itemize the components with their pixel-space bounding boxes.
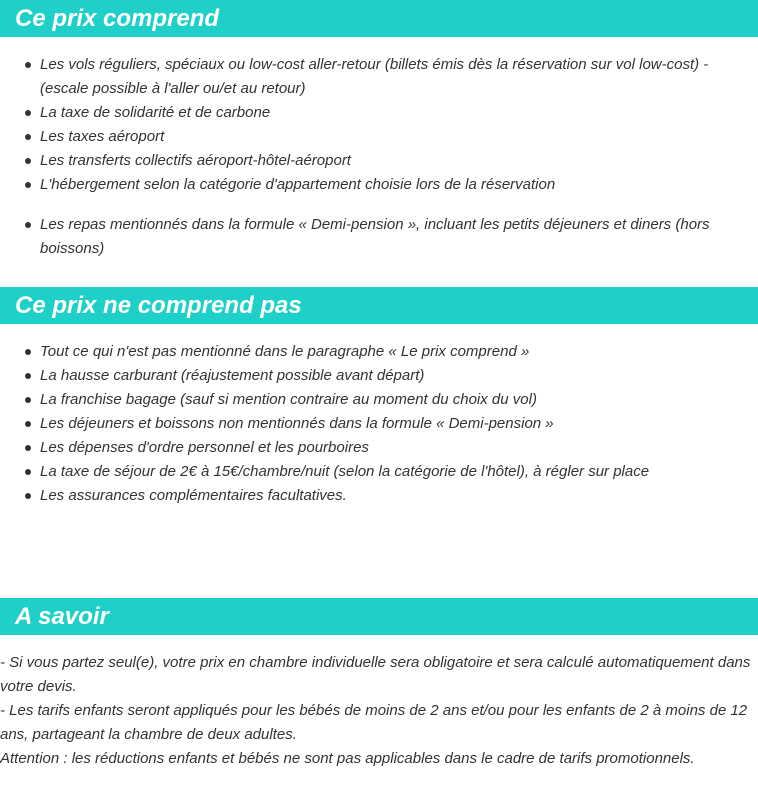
list-item: Tout ce qui n'est pas mentionné dans le paragraphe « Le prix comprend » bbox=[0, 340, 740, 364]
bullet-icon bbox=[25, 110, 31, 116]
section-title-a-savoir: A savoir bbox=[15, 603, 109, 630]
list-item: Les déjeuners et boissons non mentionnés dans la formule « Demi-pension » bbox=[0, 412, 740, 436]
bullet-icon bbox=[25, 469, 31, 475]
list-item: La franchise bagage (sauf si mention contraire au moment du choix du vol) bbox=[0, 388, 740, 412]
list-item: La hausse carburant (réajustement possible avant départ) bbox=[0, 364, 740, 388]
bullet-icon bbox=[25, 62, 31, 68]
section-header-included bbox=[0, 0, 758, 37]
bullet-icon bbox=[25, 373, 31, 379]
bullet-icon bbox=[25, 182, 31, 188]
bullet-icon bbox=[25, 158, 31, 164]
bullet-icon bbox=[25, 349, 31, 355]
list-item: Les dépenses d'ordre personnel et les pourboires bbox=[0, 436, 740, 460]
info-paragraph: Attention : les réductions enfants et bébés ne sont pas applicables dans le cadre de tarifs promotionnels. bbox=[0, 750, 695, 767]
list-item: Les repas mentionnés dans la formule « Demi-pension », incluant les petits déjeuners et diners (hors boissons) bbox=[0, 213, 740, 261]
list-item: Les vols réguliers, spéciaux ou low-cost aller-retour (billets émis dès la réservation sur vol low-cost) - (escale possible à l'aller ou/et au retour) bbox=[0, 53, 740, 101]
list-item: L'hébergement selon la catégorie d'appartement choisie lors de la réservation bbox=[0, 173, 740, 197]
included-list bbox=[0, 53, 740, 261]
bullet-icon bbox=[25, 493, 31, 499]
list-item: Les taxes aéroport bbox=[0, 125, 740, 149]
list-item: Les transferts collectifs aéroport-hôtel-aéroport bbox=[0, 149, 740, 173]
info-paragraph: - Si vous partez seul(e), votre prix en chambre individuelle sera obligatoire et sera calculé automatiquement dans votre devis. bbox=[0, 654, 751, 695]
not-included-list bbox=[0, 340, 740, 508]
list-item: Les assurances complémentaires facultatives. bbox=[0, 484, 740, 508]
list-item: La taxe de solidarité et de carbone bbox=[0, 101, 740, 125]
bullet-icon bbox=[25, 421, 31, 427]
list-item: La taxe de séjour de 2€ à 15€/chambre/nuit (selon la catégorie de l'hôtel), à régler sur place bbox=[0, 460, 740, 484]
section-header-not-included bbox=[0, 287, 758, 324]
a-savoir-text bbox=[0, 651, 758, 771]
bullet-icon bbox=[25, 134, 31, 140]
section-title-included: Ce prix comprend bbox=[15, 5, 220, 32]
bullet-icon bbox=[25, 222, 31, 228]
bullet-icon bbox=[25, 445, 31, 451]
section-header-a-savoir bbox=[0, 598, 758, 635]
info-paragraph: - Les tarifs enfants seront appliqués pour les bébés de moins de 2 ans et/ou pour les enfants de 2 à moins de 12 ans, partageant la chambre de deux adultes. bbox=[0, 702, 748, 743]
bullet-icon bbox=[25, 397, 31, 403]
section-title-not-included: Ce prix ne comprend pas bbox=[15, 292, 302, 319]
